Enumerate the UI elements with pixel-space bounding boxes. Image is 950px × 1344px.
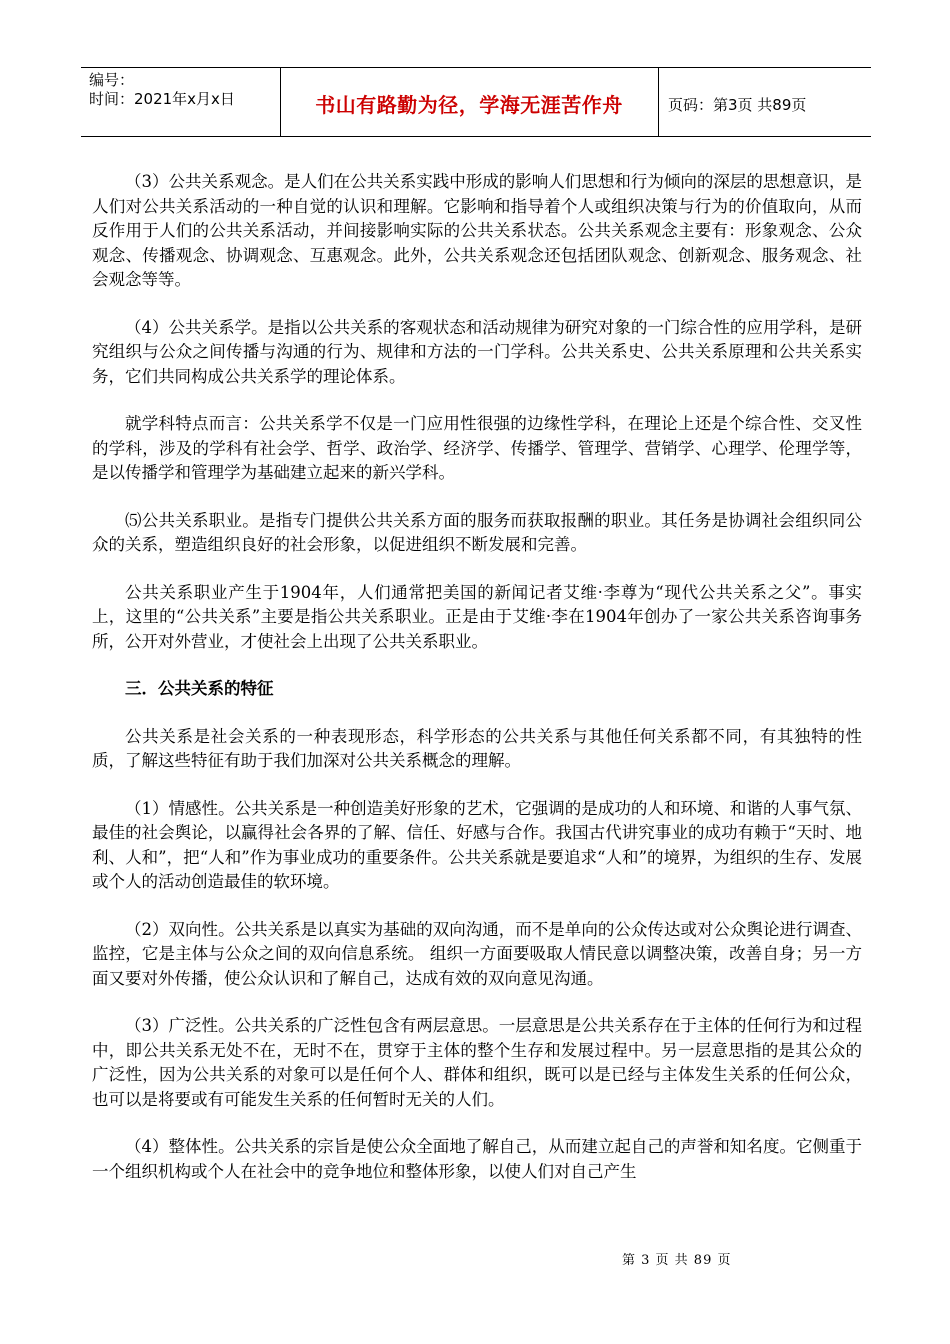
paragraph: （4）整体性。公共关系的宗旨是使公众全面地了解自己，从而建立起自己的声誉和知名度。它侧重于一个组织机构或个人在社会中的竞争地位和整体形象，以使人们对自己产生 [92,1137,862,1181]
header-divider [658,67,659,137]
header-page-info: 页码：第3页 共89页 [668,96,807,114]
paragraph: 公共关系职业产生于1904年，人们通常把美国的新闻记者艾维·李尊为“现代公共关系之父”。事实上，这里的“公共关系”主要是指公共关系职业。正是由于艾维·李在1904年创办了一家公共关系咨询事务所，公开对外营业，才使社会上出现了公共关系职业。 [92,582,862,651]
paragraph: 就学科特点而言：公共关系学不仅是一门应用性很强的边缘性学科，在理论上还是个综合性、交叉性的学科，涉及的学科有社会学、哲学、政治学、经济学、传播学、管理学、营销学、心理学、伦理学等，是以传播学和管理学为基础建立起来的新兴学科。 [92,414,862,482]
paragraph: （3）广泛性。公共关系的广泛性包含有两层意思。一层意思是公共关系存在于主体的任何行为和过程中，即公共关系无处不在，无时不在，贯穿于主体的整个生存和发展过程中。另一层意思指的是其公众的广泛性，因为公共关系的对象可以是任何个人、群体和组织，既可以是已经与主体发生关系的任何公众，也可以是将要或有可能发生关系的任何暂时无关的人们。 [92,1016,862,1109]
section-heading: 三．公共关系的特征 [125,679,274,698]
page-header [81,67,871,137]
paragraph: 公共关系是社会关系的一种表现形态，科学形态的公共关系与其他任何关系都不同，有其独特的性质，了解这些特征有助于我们加深对公共关系概念的理解。 [92,726,862,770]
paragraph: ⑸公共关系职业。是指专门提供公共关系方面的服务而获取报酬的职业。其任务是协调社会组织同公众的关系，塑造组织良好的社会形象，以促进组织不断发展和完善。 [92,510,862,554]
paragraph: （2）双向性。公共关系是以真实为基础的双向沟通，而不是单向的公众传达或对公众舆论进行调查、监控，它是主体与公众之间的双向信息系统。 组织一方面要吸取人情民意以调整决策，改善自身；另一方面又要对外传播，使公众认识和了解自己，达成有效的双向意见沟通。 [92,919,862,988]
header-bottom-rule [81,136,871,137]
header-meta [89,71,235,109]
paragraph: （3）公共关系观念。是人们在公共关系实践中形成的影响人们思想和行为倾向的深层的思想意识，是人们对公共关系活动的一种自觉的认识和理解。它影响和指导着个人或组织决策与行为的价值取向，从而反作用于人们的公共关系活动，并间接影响实际的公共关系状态。公共关系观念主要有：形象观念、公众观念、传播观念、协调观念、互惠观念。此外，公共关系观念还包括团队观念、创新观念、服务观念、社会观念等等。 [92,172,862,289]
paragraph: （4）公共关系学。是指以公共关系的客观状态和活动规律为研究对象的一门综合性的应用学科，是研究组织与公众之间传播与沟通的行为、规律和方法的一门学科。公共关系史、公共关系原理和公共关系实务，它们共同构成公共关系学的理论体系。 [92,317,862,386]
header-top-rule [81,67,871,68]
document-body [92,170,862,1207]
paragraph: （1）情感性。公共关系是一种创造美好形象的艺术，它强调的是成功的人和环境、和谐的人事气氛、最佳的社会舆论，以赢得社会各界的了解、信任、好感与合作。我国古代讲究事业的成功有赖于“天时、地利、人和”，把“人和”作为事业成功的重要条件。公共关系就是要追求“人和”的境界，为组织的生存、发展或个人的活动创造最佳的软环境。 [92,798,862,891]
page-footer: 第 3 页 共 89 页 [622,1253,732,1268]
header-number-label: 编号： [89,71,135,89]
header-motto: 书山有路勤为径，学海无涯苦作舟 [315,93,623,117]
header-date-label: 时间：2021年x月x日 [89,90,235,108]
